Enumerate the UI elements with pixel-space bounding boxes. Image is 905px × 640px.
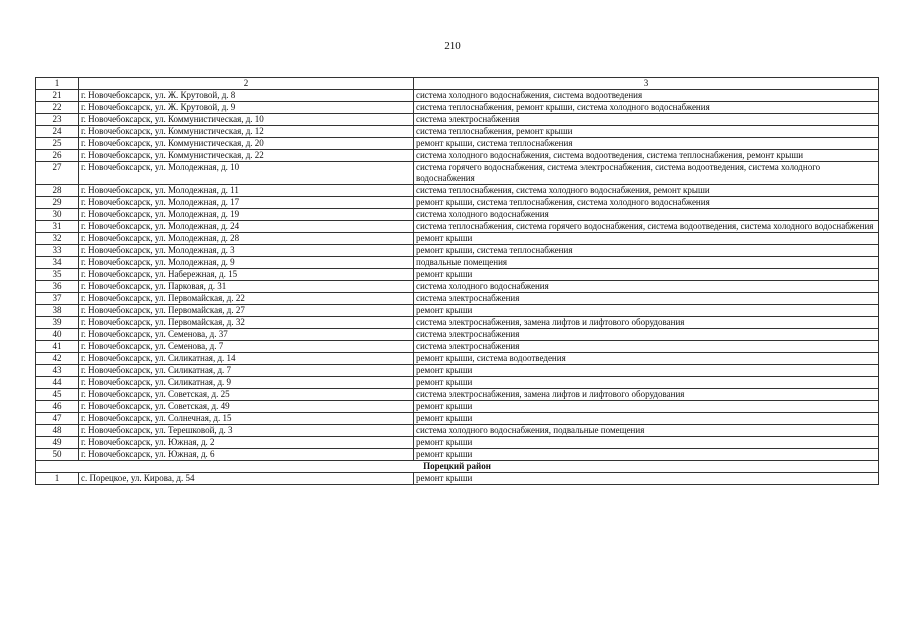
building-address: г. Новочебоксарск, ул. Ж. Крутовой, д. 8 — [79, 90, 414, 102]
building-address: г. Новочебоксарск, ул. Первомайская, д. 27 — [79, 305, 414, 317]
row-number: 24 — [36, 126, 79, 138]
building-address: г. Новочебоксарск, ул. Коммунистическая, д. 22 — [79, 150, 414, 162]
repair-works: система электроснабжения — [414, 329, 879, 341]
table-row — [36, 329, 879, 341]
row-number: 33 — [36, 245, 79, 257]
table-row — [36, 293, 879, 305]
table-row — [36, 401, 879, 413]
row-number: 50 — [36, 449, 79, 461]
repair-works: система электроснабжения, замена лифтов и лифтового оборудования — [414, 317, 879, 329]
table-row — [36, 257, 879, 269]
column-number-1: 1 — [36, 78, 79, 90]
repair-works: ремонт крыши — [414, 233, 879, 245]
row-number: 42 — [36, 353, 79, 365]
row-number: 45 — [36, 389, 79, 401]
column-number-row — [36, 78, 879, 90]
table-row — [36, 102, 879, 114]
table-row — [36, 185, 879, 197]
repair-works: система электроснабжения — [414, 341, 879, 353]
repair-works: система холодного водоснабжения — [414, 209, 879, 221]
building-address: г. Новочебоксарск, ул. Молодежная, д. 10 — [79, 162, 414, 185]
building-address: г. Новочебоксарск, ул. Солнечная, д. 15 — [79, 413, 414, 425]
row-number: 39 — [36, 317, 79, 329]
building-address: г. Новочебоксарск, ул. Молодежная, д. 28 — [79, 233, 414, 245]
district-header-row — [36, 461, 879, 473]
row-number: 22 — [36, 102, 79, 114]
table-row — [36, 269, 879, 281]
building-address: г. Новочебоксарск, ул. Советская, д. 49 — [79, 401, 414, 413]
housing-repair-table — [35, 77, 879, 485]
row-number: 28 — [36, 185, 79, 197]
row-number: 44 — [36, 377, 79, 389]
table-row — [36, 413, 879, 425]
table-row — [36, 150, 879, 162]
repair-works: система электроснабжения, замена лифтов и лифтового оборудования — [414, 389, 879, 401]
table-row — [36, 389, 879, 401]
repair-works: ремонт крыши, система теплоснабжения — [414, 245, 879, 257]
building-address: г. Новочебоксарск, ул. Молодежная, д. 17 — [79, 197, 414, 209]
building-address: г. Новочебоксарск, ул. Силикатная, д. 14 — [79, 353, 414, 365]
repair-works: система холодного водоснабжения, система водоотведения, система теплоснабжения, ремонт крыши — [414, 150, 879, 162]
repair-works: ремонт крыши — [414, 305, 879, 317]
repair-works: система теплоснабжения, система горячего водоснабжения, система водоотведения, система холодного водоснабжения — [414, 221, 879, 233]
repair-works: ремонт крыши, система теплоснабжения, система холодного водоснабжения — [414, 197, 879, 209]
table-body — [36, 78, 879, 485]
building-address: г. Новочебоксарск, ул. Коммунистическая, д. 10 — [79, 114, 414, 126]
table-row — [36, 425, 879, 437]
building-address: г. Новочебоксарск, ул. Молодежная, д. 19 — [79, 209, 414, 221]
building-address: г. Новочебоксарск, ул. Силикатная, д. 9 — [79, 377, 414, 389]
repair-works: ремонт крыши, система водоотведения — [414, 353, 879, 365]
row-number: 23 — [36, 114, 79, 126]
table-row — [36, 245, 879, 257]
row-number: 26 — [36, 150, 79, 162]
repair-works: система холодного водоснабжения — [414, 281, 879, 293]
table-row — [36, 305, 879, 317]
row-number: 38 — [36, 305, 79, 317]
repair-works: система электроснабжения — [414, 293, 879, 305]
repair-works: ремонт крыши — [414, 413, 879, 425]
row-number: 47 — [36, 413, 79, 425]
row-number: 49 — [36, 437, 79, 449]
building-address: г. Новочебоксарск, ул. Молодежная, д. 9 — [79, 257, 414, 269]
column-number-3: 3 — [414, 78, 879, 90]
table-row — [36, 437, 879, 449]
row-number: 40 — [36, 329, 79, 341]
building-address: г. Новочебоксарск, ул. Семенова, д. 37 — [79, 329, 414, 341]
table-row — [36, 365, 879, 377]
table-row — [36, 126, 879, 138]
building-address: г. Новочебоксарск, ул. Силикатная, д. 7 — [79, 365, 414, 377]
column-number-2: 2 — [79, 78, 414, 90]
row-number: 1 — [36, 473, 79, 485]
repair-works: система электроснабжения — [414, 114, 879, 126]
row-number: 46 — [36, 401, 79, 413]
table-row — [36, 317, 879, 329]
row-number: 35 — [36, 269, 79, 281]
row-number: 43 — [36, 365, 79, 377]
table-row — [36, 281, 879, 293]
table-row — [36, 341, 879, 353]
table-row — [36, 138, 879, 150]
building-address: г. Новочебоксарск, ул. Набережная, д. 15 — [79, 269, 414, 281]
row-number: 36 — [36, 281, 79, 293]
building-address: г. Новочебоксарск, ул. Коммунистическая, д. 20 — [79, 138, 414, 150]
building-address: г. Новочебоксарск, ул. Семенова, д. 7 — [79, 341, 414, 353]
repair-works: система холодного водоснабжения, система водоотведения — [414, 90, 879, 102]
row-number: 21 — [36, 90, 79, 102]
page-number: 210 — [444, 40, 461, 52]
row-number: 34 — [36, 257, 79, 269]
repair-works: ремонт крыши — [414, 365, 879, 377]
district-name: Порецкий район — [36, 461, 879, 473]
table-row — [36, 233, 879, 245]
building-address: г. Новочебоксарск, ул. Первомайская, д. 32 — [79, 317, 414, 329]
building-address: г. Новочебоксарск, ул. Парковая, д. 31 — [79, 281, 414, 293]
table-row — [36, 114, 879, 126]
repair-works: ремонт крыши — [414, 437, 879, 449]
building-address: г. Новочебоксарск, ул. Коммунистическая, д. 12 — [79, 126, 414, 138]
repair-works: ремонт крыши — [414, 269, 879, 281]
building-address: г. Новочебоксарск, ул. Молодежная, д. 3 — [79, 245, 414, 257]
table-row — [36, 449, 879, 461]
table-row — [36, 221, 879, 233]
building-address: г. Новочебоксарск, ул. Южная, д. 6 — [79, 449, 414, 461]
building-address: с. Порецкое, ул. Кирова, д. 54 — [79, 473, 414, 485]
repair-works: ремонт крыши — [414, 401, 879, 413]
row-number: 27 — [36, 162, 79, 185]
repair-works: ремонт крыши — [414, 449, 879, 461]
row-number: 37 — [36, 293, 79, 305]
table-row — [36, 197, 879, 209]
table-row — [36, 209, 879, 221]
repair-works: ремонт крыши, система теплоснабжения — [414, 138, 879, 150]
building-address: г. Новочебоксарск, ул. Молодежная, д. 11 — [79, 185, 414, 197]
building-address: г. Новочебоксарск, ул. Ж. Крутовой, д. 9 — [79, 102, 414, 114]
row-number: 29 — [36, 197, 79, 209]
building-address: г. Новочебоксарск, ул. Молодежная, д. 24 — [79, 221, 414, 233]
table-row — [36, 473, 879, 485]
repair-works: система горячего водоснабжения, система электроснабжения, система водоотведения, система холодного водоснабжения — [414, 162, 879, 185]
building-address: г. Новочебоксарск, ул. Первомайская, д. 22 — [79, 293, 414, 305]
table-row — [36, 90, 879, 102]
table-row — [36, 162, 879, 185]
row-number: 48 — [36, 425, 79, 437]
building-address: г. Новочебоксарск, ул. Советская, д. 25 — [79, 389, 414, 401]
row-number: 32 — [36, 233, 79, 245]
repair-works: система холодного водоснабжения, подвальные помещения — [414, 425, 879, 437]
table-row — [36, 377, 879, 389]
row-number: 41 — [36, 341, 79, 353]
row-number: 25 — [36, 138, 79, 150]
repair-works: ремонт крыши — [414, 473, 879, 485]
table-row — [36, 353, 879, 365]
repair-works: подвальные помещения — [414, 257, 879, 269]
building-address: г. Новочебоксарск, ул. Терешковой, д. 3 — [79, 425, 414, 437]
row-number: 30 — [36, 209, 79, 221]
row-number: 31 — [36, 221, 79, 233]
repair-works: система теплоснабжения, ремонт крыши — [414, 126, 879, 138]
repair-works: система теплоснабжения, система холодного водоснабжения, ремонт крыши — [414, 185, 879, 197]
repair-works: ремонт крыши — [414, 377, 879, 389]
repair-works: система теплоснабжения, ремонт крыши, система холодного водоснабжения — [414, 102, 879, 114]
building-address: г. Новочебоксарск, ул. Южная, д. 2 — [79, 437, 414, 449]
